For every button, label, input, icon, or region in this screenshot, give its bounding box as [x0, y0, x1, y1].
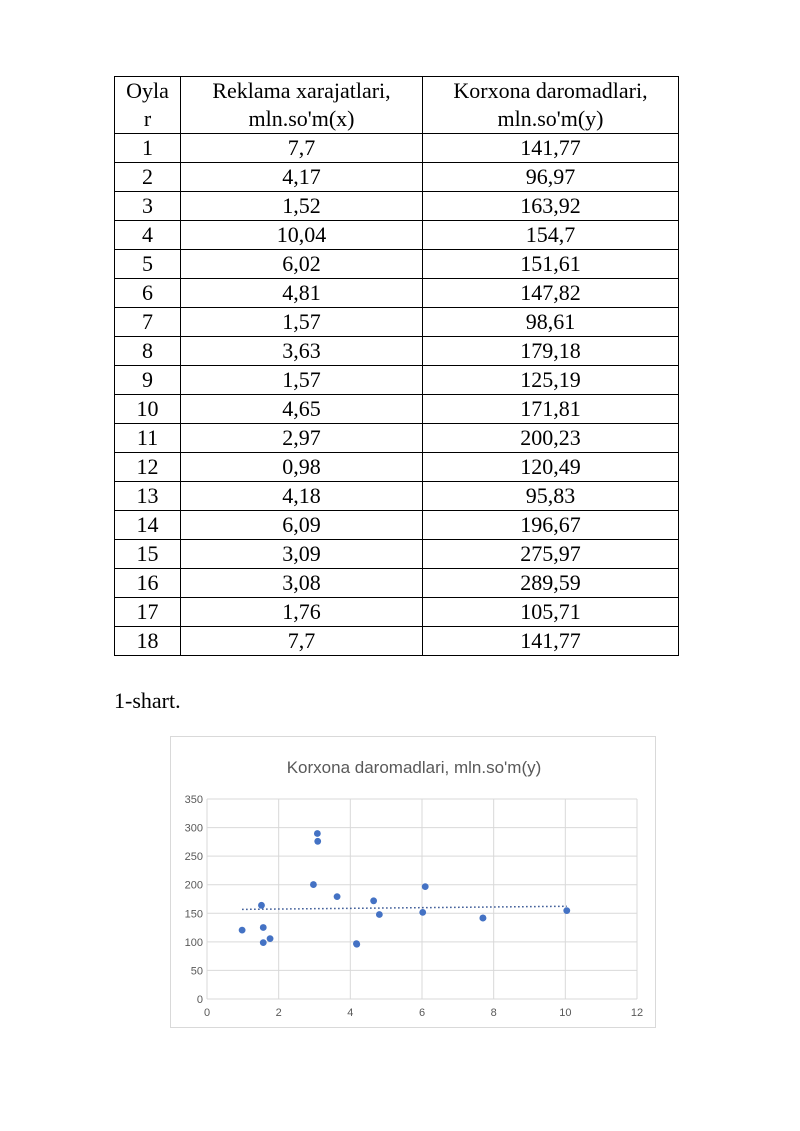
y-tick-label: 100 [184, 936, 203, 949]
cell-month: 1 [115, 134, 181, 163]
y-tick-label: 200 [184, 879, 203, 892]
table-row [115, 540, 679, 569]
table-row [115, 134, 679, 163]
cell-month: 9 [115, 366, 181, 395]
cell-x: 3,63 [181, 337, 423, 366]
y-tick-label: 350 [184, 794, 203, 806]
cell-x: 3,08 [181, 569, 423, 598]
cell-y: 275,97 [423, 540, 679, 569]
table-row [115, 337, 679, 366]
table-row [115, 395, 679, 424]
table-row [115, 163, 679, 192]
table-row [115, 192, 679, 221]
cell-month: 3 [115, 192, 181, 221]
y-tick-label: 300 [184, 822, 203, 835]
scatter-chart [170, 736, 656, 1028]
cell-y: 200,23 [423, 424, 679, 453]
data-point [422, 883, 429, 890]
cell-month: 4 [115, 221, 181, 250]
trendline [242, 906, 567, 909]
cell-month: 12 [115, 453, 181, 482]
header-month-line1: Oyla [126, 78, 169, 103]
chart-caption: 1-shart. [114, 688, 181, 713]
table-row [115, 279, 679, 308]
cell-month: 17 [115, 598, 181, 627]
cell-y: 120,49 [423, 453, 679, 482]
cell-y: 151,61 [423, 250, 679, 279]
cell-x: 0,98 [181, 453, 423, 482]
x-tick-label: 8 [490, 1007, 497, 1019]
table-row [115, 221, 679, 250]
cell-x: 4,81 [181, 279, 423, 308]
header-y-line2: mln.so'm(y) [497, 106, 604, 131]
header-month [115, 77, 181, 134]
cell-x: 2,97 [181, 424, 423, 453]
data-point [353, 941, 360, 948]
cell-x: 1,57 [181, 308, 423, 337]
data-point [260, 924, 267, 931]
data-point [314, 830, 321, 837]
data-point [563, 907, 570, 914]
header-y [423, 77, 679, 134]
cell-y: 163,92 [423, 192, 679, 221]
cell-x: 10,04 [181, 221, 423, 250]
cell-y: 105,71 [423, 598, 679, 627]
cell-x: 3,09 [181, 540, 423, 569]
cell-y: 179,18 [423, 337, 679, 366]
cell-x: 6,09 [181, 511, 423, 540]
table-row [115, 598, 679, 627]
table-row [115, 569, 679, 598]
header-x-line2: mln.so'm(x) [248, 106, 355, 131]
table-row [115, 511, 679, 540]
cell-y: 289,59 [423, 569, 679, 598]
cell-month: 5 [115, 250, 181, 279]
cell-month: 6 [115, 279, 181, 308]
scatter-chart-svg [171, 737, 655, 1027]
header-x [181, 77, 423, 134]
chart-title: Korxona daromadlari, mln.so'm(y) [286, 758, 542, 777]
data-point [239, 927, 246, 934]
table-row [115, 453, 679, 482]
cell-y: 98,61 [423, 308, 679, 337]
x-tick-label: 6 [418, 1007, 426, 1019]
cell-month: 8 [115, 337, 181, 366]
cell-month: 15 [115, 540, 181, 569]
data-point [310, 881, 317, 888]
cell-y: 141,77 [423, 134, 679, 163]
table-row [115, 250, 679, 279]
cell-month: 10 [115, 395, 181, 424]
cell-y: 95,83 [423, 482, 679, 511]
table-row [115, 308, 679, 337]
cell-y: 125,19 [423, 366, 679, 395]
cell-x: 4,65 [181, 395, 423, 424]
table-row [115, 482, 679, 511]
data-point [376, 911, 383, 918]
table-row [115, 366, 679, 395]
cell-x: 7,7 [181, 134, 423, 163]
x-tick-label: 0 [203, 1007, 211, 1019]
cell-x: 1,76 [181, 598, 423, 627]
table-row [115, 424, 679, 453]
header-y-line1: Korxona daromadlari, [453, 78, 648, 103]
cell-y: 147,82 [423, 279, 679, 308]
data-point [334, 893, 341, 900]
data-point [480, 915, 487, 922]
table-row [115, 627, 679, 656]
cell-y: 141,77 [423, 627, 679, 656]
header-x-line1: Reklama xarajatlari, [212, 78, 391, 103]
data-point [419, 909, 426, 916]
x-tick-label: 10 [559, 1007, 572, 1019]
cell-month: 16 [115, 569, 181, 598]
cell-y: 96,97 [423, 163, 679, 192]
cell-x: 1,52 [181, 192, 423, 221]
x-tick-label: 12 [630, 1007, 644, 1019]
cell-x: 1,57 [181, 366, 423, 395]
cell-month: 18 [115, 627, 181, 656]
data-point [260, 939, 267, 946]
cell-x: 6,02 [181, 250, 423, 279]
header-month-line2: r [143, 106, 152, 131]
table-body [115, 134, 679, 656]
cell-x: 4,17 [181, 163, 423, 192]
cell-month: 7 [115, 308, 181, 337]
data-point [314, 838, 321, 845]
data-point [258, 902, 265, 909]
x-tick-label: 2 [275, 1007, 282, 1019]
table-header-row [115, 77, 679, 134]
y-tick-label: 250 [184, 851, 203, 864]
cell-month: 13 [115, 482, 181, 511]
data-point [267, 935, 274, 942]
y-tick-label: 0 [196, 994, 203, 1006]
cell-x: 7,7 [181, 627, 423, 656]
x-tick-label: 4 [347, 1007, 354, 1019]
y-tick-label: 150 [184, 908, 203, 921]
data-point [370, 897, 377, 904]
data-table [114, 76, 679, 656]
cell-y: 154,7 [423, 221, 679, 250]
cell-month: 11 [115, 424, 181, 453]
cell-x: 4,18 [181, 482, 423, 511]
cell-month: 2 [115, 163, 181, 192]
cell-y: 171,81 [423, 395, 679, 424]
cell-month: 14 [115, 511, 181, 540]
cell-y: 196,67 [423, 511, 679, 540]
y-tick-label: 50 [190, 965, 203, 978]
